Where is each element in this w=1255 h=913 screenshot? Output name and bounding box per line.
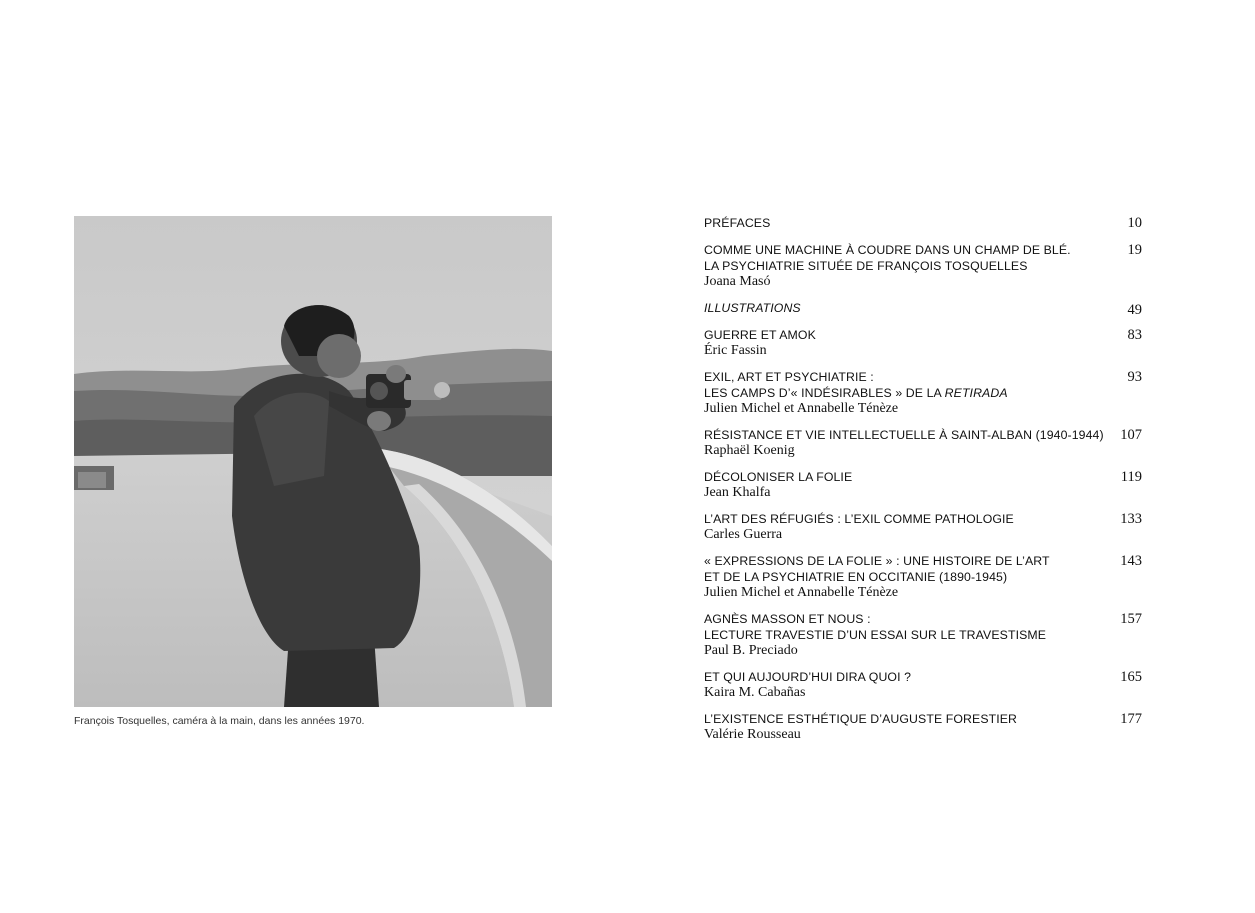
toc-entry-title: LES CAMPS D’« INDÉSIRABLES » DE LA [704,386,945,400]
toc-entry-title: « EXPRESSIONS DE LA FOLIE » : UNE HISTOIRE DE L’ART [704,554,1050,568]
toc-entry [704,611,1142,659]
toc-entry-title: GUERRE ET AMOK [704,328,816,342]
toc-entry-author: Éric Fassin [704,343,767,358]
toc-page-number: 10 [1127,215,1142,231]
toc-entry [704,711,1142,743]
toc-entry-author: Carles Guerra [704,527,783,542]
toc-entry-author: Julien Michel et Annabelle Ténèze [704,585,899,600]
toc-entry [704,327,1142,359]
table-of-contents [704,215,1142,753]
photograph [74,216,552,707]
toc-entry [704,369,1142,417]
toc-entry-title: L’EXISTENCE ESTHÉTIQUE D’AUGUSTE FORESTIER [704,712,1018,726]
toc-entry-title: ET QUI AUJOURD’HUI DIRA QUOI ? [704,670,912,684]
toc-page-number: 49 [1127,302,1142,318]
toc-entry-author: Paul B. Preciado [704,643,798,658]
toc-entry-author: Jean Khalfa [704,485,771,500]
toc-entry [704,553,1142,601]
toc-entry-title: PRÉFACES [704,216,771,230]
toc-entry-title: COMME UNE MACHINE À COUDRE DANS UN CHAMP DE BLÉ. [704,243,1071,257]
toc-entry [704,669,1142,701]
toc-entry-author: Joana Masó [704,274,771,289]
toc-page-number: 165 [1120,669,1142,685]
toc-entry [704,427,1142,459]
toc-entry [704,469,1142,501]
photo-illustration [74,216,552,707]
toc-page-number: 19 [1127,242,1142,258]
toc-entry-title: LA PSYCHIATRIE SITUÉE DE FRANÇOIS TOSQUELLES [704,259,1028,273]
toc-entry-author: Raphaël Koenig [704,443,795,458]
toc-entry-title: DÉCOLONISER LA FOLIE [704,470,853,484]
toc-page-number: 177 [1120,711,1142,727]
toc-entry-title: AGNÈS MASSON ET NOUS : [704,612,871,626]
toc-entry-title: L’ART DES RÉFUGIÉS : L’EXIL COMME PATHOLOGIE [704,512,1014,526]
toc-page-number: 119 [1120,469,1142,485]
toc-entry [704,242,1142,290]
toc-entry [704,215,1142,231]
toc-entry-author: Kaira M. Cabañas [704,685,806,700]
toc-entry-title-italic: RETIRADA [944,386,1008,400]
toc-page-number: 107 [1120,427,1142,443]
photo-caption: François Tosquelles, caméra à la main, dans les années 1970. [74,715,365,727]
toc-page-number: 133 [1120,511,1142,527]
toc-page-number: 93 [1127,369,1142,385]
toc-page-number: 143 [1120,553,1142,569]
toc-entry-title: LECTURE TRAVESTIE D’UN ESSAI SUR LE TRAVESTISME [704,628,1047,642]
toc-page-number: 83 [1127,327,1142,343]
toc-entry-author: Julien Michel et Annabelle Ténèze [704,401,899,416]
toc-entry-title: RÉSISTANCE ET VIE INTELLECTUELLE À SAINT-ALBAN (1940-1944) [704,428,1104,442]
toc-entry [704,511,1142,543]
toc-entry-author: Valérie Rousseau [704,727,801,742]
toc-entry-title: EXIL, ART ET PSYCHIATRIE : [704,370,874,384]
toc-entry-title: ILLUSTRATIONS [704,301,801,315]
toc-entry-title: ET DE LA PSYCHIATRIE EN OCCITANIE (1890-1945) [704,570,1008,584]
toc-page-number: 157 [1120,611,1142,627]
toc-entry [704,300,1142,316]
